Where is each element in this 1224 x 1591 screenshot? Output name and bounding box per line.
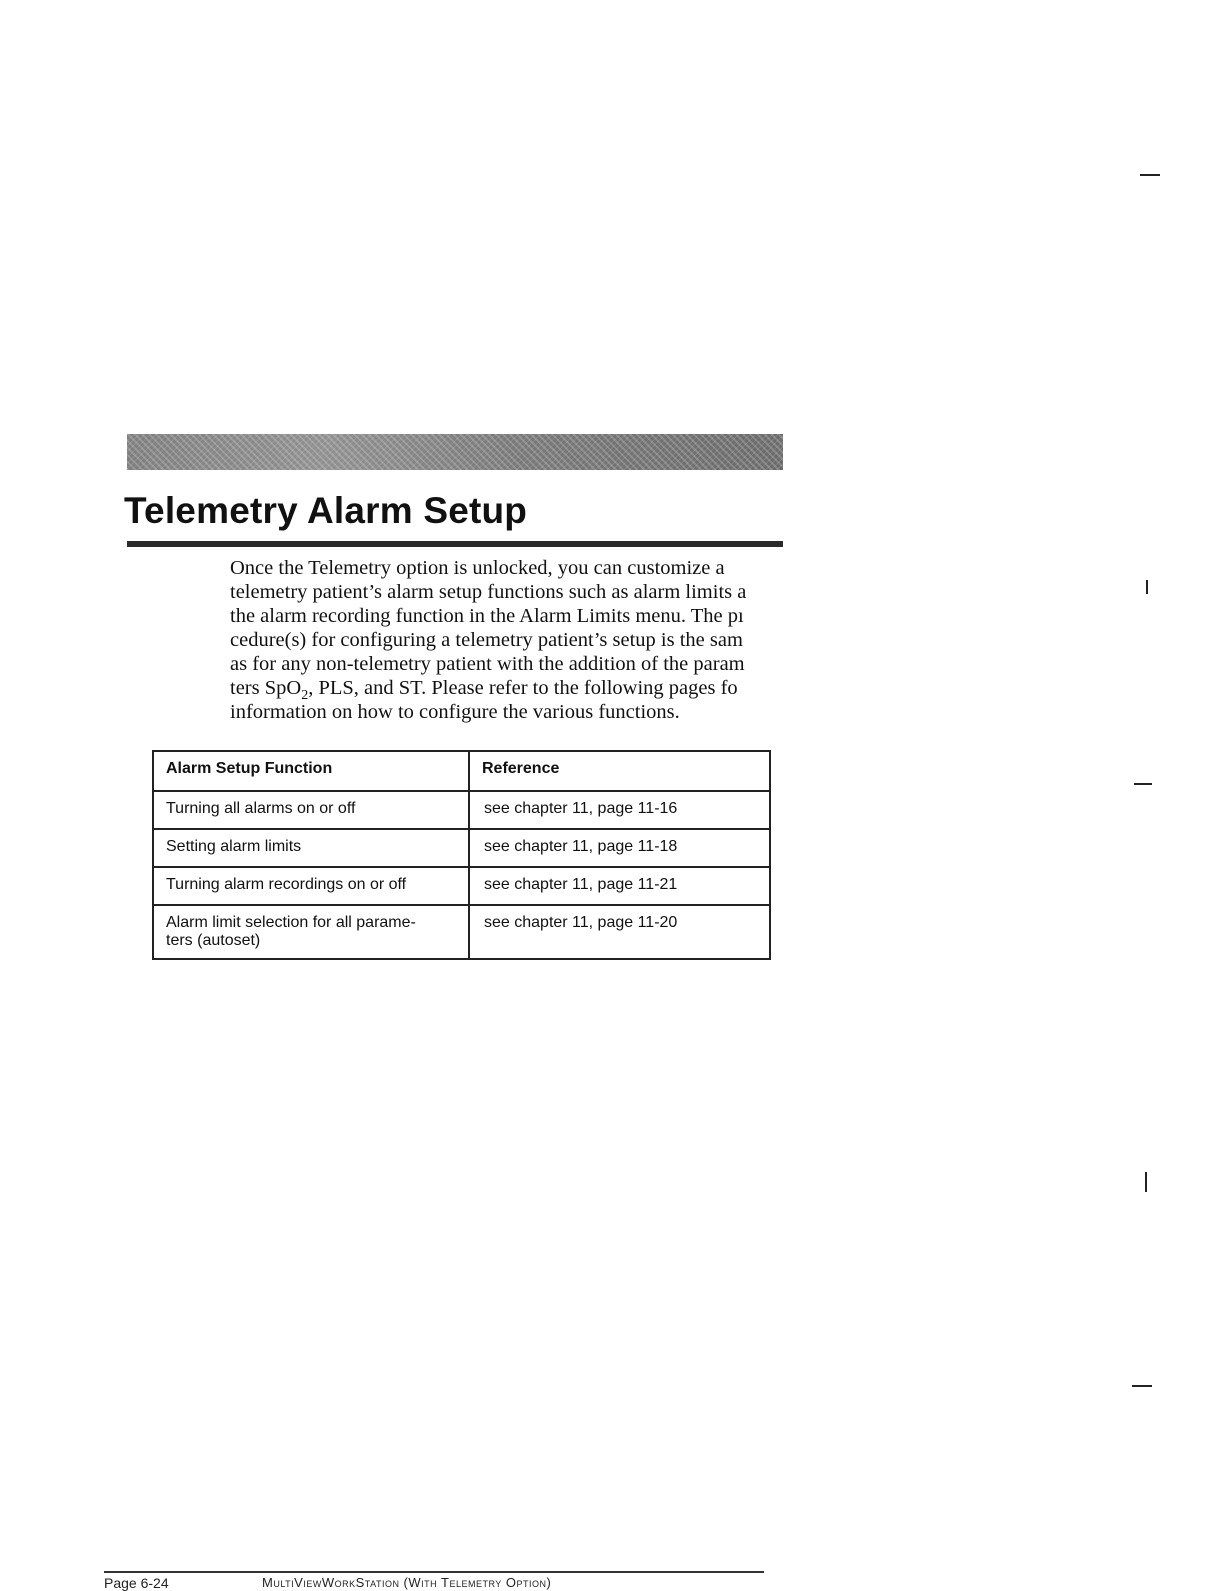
intro-line: telemetry patient’s alarm setup functions such as alarm limits a bbox=[230, 581, 747, 603]
intro-text: ters SpO bbox=[230, 677, 302, 699]
alarm-setup-table bbox=[152, 750, 771, 960]
table-row bbox=[153, 791, 770, 829]
intro-line: information on how to configure the various functions. bbox=[230, 701, 680, 723]
margin-mark bbox=[1140, 174, 1160, 176]
intro-line: Once the Telemetry option is unlocked, you can customize a bbox=[230, 557, 725, 579]
margin-mark bbox=[1134, 783, 1152, 785]
header-reference: Reference bbox=[469, 751, 770, 791]
footer-rule bbox=[104, 1571, 764, 1573]
title-underline bbox=[127, 541, 783, 547]
cell-reference: see chapter 11, page 11-16 bbox=[469, 791, 770, 829]
cell-function: Turning alarm recordings on or off bbox=[153, 867, 469, 905]
footer-document-title: MultiViewWorkStation (With Telemetry Option) bbox=[262, 1575, 552, 1590]
cell-reference: see chapter 11, page 11-21 bbox=[469, 867, 770, 905]
intro-text: , PLS, and ST. Please refer to the following pages fo bbox=[308, 677, 738, 699]
cell-function: Setting alarm limits bbox=[153, 829, 469, 867]
margin-mark bbox=[1145, 1172, 1147, 1192]
intro-line bbox=[230, 676, 790, 700]
intro-paragraph bbox=[230, 556, 790, 724]
table-header-row bbox=[153, 751, 770, 791]
section-header-bar bbox=[127, 434, 783, 470]
cell-reference: see chapter 11, page 11-18 bbox=[469, 829, 770, 867]
cell-reference: see chapter 11, page 11-20 bbox=[469, 905, 770, 959]
table-row bbox=[153, 867, 770, 905]
intro-line: as for any non-telemetry patient with the addition of the param bbox=[230, 653, 745, 675]
margin-mark bbox=[1146, 580, 1148, 594]
subscript: 2 bbox=[301, 688, 309, 700]
footer-page-number: Page 6-24 bbox=[104, 1575, 169, 1591]
table-row bbox=[153, 829, 770, 867]
intro-line: the alarm recording function in the Alarm Limits menu. The pı bbox=[230, 605, 744, 627]
cell-function: Alarm limit selection for all parame- ters (autoset) bbox=[153, 905, 469, 959]
header-function: Alarm Setup Function bbox=[153, 751, 469, 791]
intro-line: cedure(s) for configuring a telemetry patient’s setup is the sam bbox=[230, 629, 743, 651]
margin-mark bbox=[1132, 1385, 1152, 1387]
section-title: Telemetry Alarm Setup bbox=[124, 490, 528, 531]
table-row bbox=[153, 905, 770, 959]
cell-function: Turning all alarms on or off bbox=[153, 791, 469, 829]
